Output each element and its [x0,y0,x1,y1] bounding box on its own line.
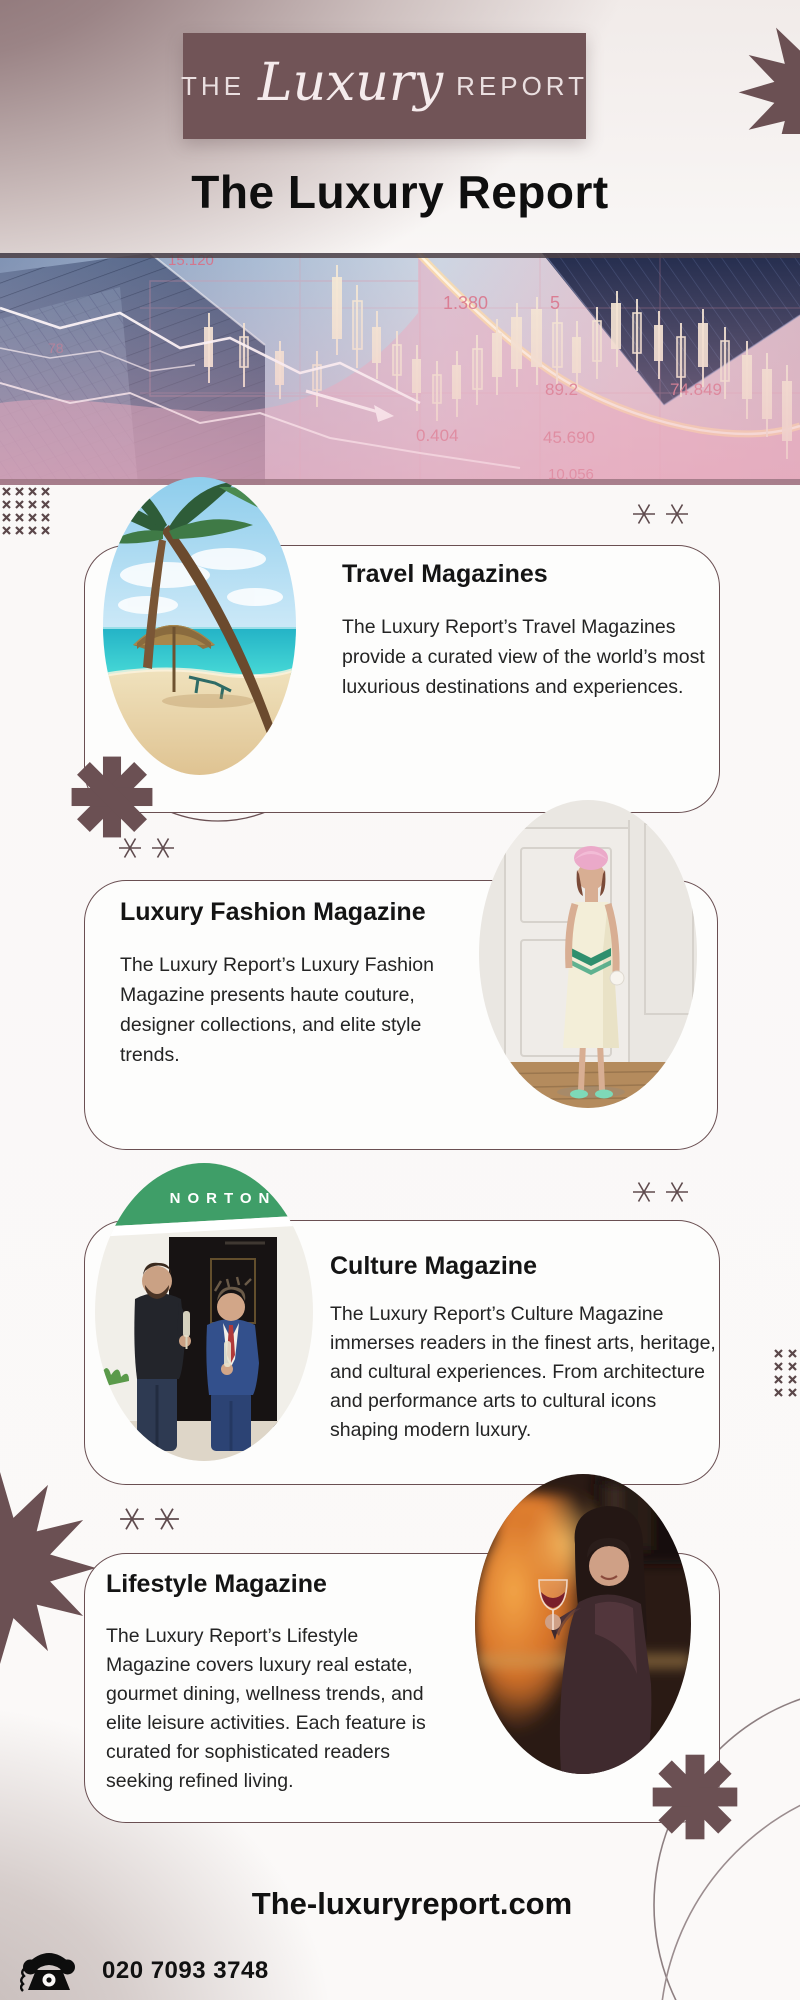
sun-starburst-left [0,1472,96,1664]
sun-starburst-icon [738,4,800,134]
norton-awning-text: NORTON [169,1190,277,1207]
asterisk-pair-1 [632,502,689,526]
card-fashion-title: Luxury Fashion Magazine [120,898,426,926]
card-fashion-body: The Luxury Report’s Luxury Fashion Magazine presents haute couture, designer collections, and elite style trends. [120,954,434,1066]
card-lifestyle-body: The Luxury Report’s Lifestyle Magazine covers luxury real estate, gourmet dining, wellness trends, and elite leisure activities. Each feature is curated for sophisticated readers seeking refined living. [106,1625,426,1792]
x-dots-pattern-left [2,486,54,542]
culture-photo-oval [95,1163,313,1461]
asterisk-pair-3 [632,1180,689,1204]
logo-banner [183,33,586,139]
beach-photo-oval [103,477,296,775]
website-url: The-luxuryreport.com [251,1886,573,1921]
lifestyle-photo-oval [475,1474,691,1774]
phone-row [20,1948,269,1994]
card-culture-body: The Luxury Report’s Culture Magazine immerses readers in the finest arts, heritage, and cultural experiences. From architecture and performance arts to cultural icons shaping modern luxury. [330,1303,716,1441]
card-lifestyle-title: Lifestyle Magazine [106,1570,327,1598]
hero-stock-market-image [0,253,800,485]
asterisk-pair-4 [119,1506,180,1532]
telephone-icon [20,1948,78,1994]
asterisk-starburst-2 [650,1752,740,1842]
phone-number: 020 7093 3748 [102,1957,269,1984]
norton-awning [95,1163,313,1237]
card-travel-body: The Luxury Report’s Travel Magazines provide a curated view of the world’s most luxurious destinations and experiences. [342,616,705,698]
asterisk-starburst-1 [69,754,155,840]
logo-word-luxury: Luxury [258,53,444,113]
logo-word-the: THE [181,70,246,101]
x-dots-pattern-right [773,1348,800,1404]
card-travel-title: Travel Magazines [342,560,548,588]
page-title: The Luxury Report [191,166,609,218]
logo-word-report: REPORT [456,70,588,101]
fashion-photo-oval [479,800,697,1108]
card-culture-title: Culture Magazine [330,1252,537,1280]
